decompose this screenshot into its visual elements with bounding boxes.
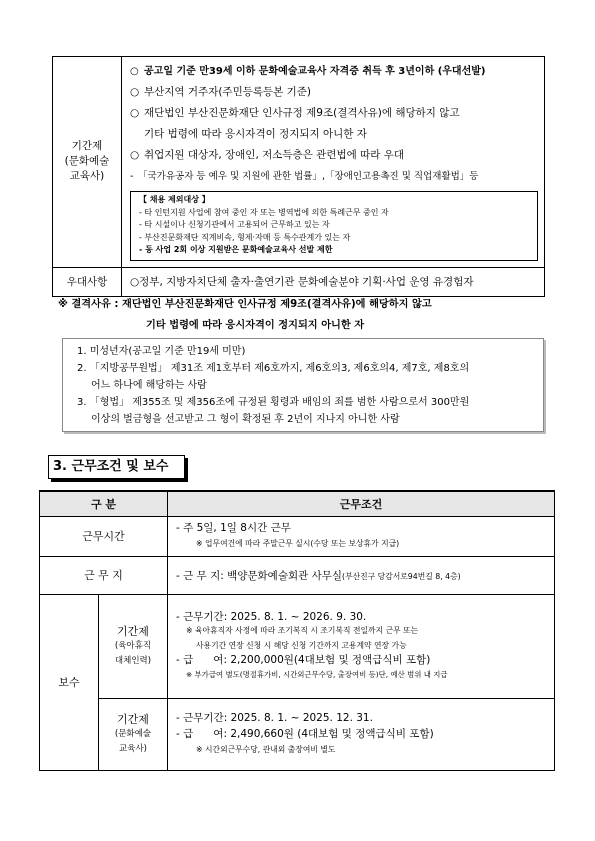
- pay-sub2-label: [99, 698, 168, 770]
- disqualification-item-2-cont: 어느 하나에 해당하는 사람: [91, 380, 207, 391]
- pay-sub1-label: [99, 594, 168, 698]
- hours-label: 근무시간: [40, 516, 168, 556]
- pay-sub1-content: [168, 594, 555, 698]
- qualification-table: [52, 56, 545, 297]
- qualification-content-cell: [122, 57, 545, 268]
- disqualification-item-2: 2. 「지방공무원법」 제31조 제1호부터 제6호까지, 제6호의3, 제6호의4, 제7호, 제8호의: [77, 363, 470, 374]
- work-table-col2-header: 근무조건: [168, 491, 555, 516]
- exclusion-item-2: - 타 시설이나 신청기관에서 고용되어 근무하고 있는 자: [139, 220, 330, 229]
- pay-sub2-salary: - 급 여: 2,490,660원 (4대보험 및 정액급식비 포함): [176, 728, 434, 740]
- disqualification-item-1: 1. 미성년자(공고일 기준 만19세 미만): [77, 346, 246, 357]
- qualification-bullet-3: ○ 재단법인 부산진문화재단 인사규정 제9조(결격사유)에 해당하지 않고: [130, 107, 460, 119]
- disqualification-note-line2: 기타 법령에 따라 응시자격이 정지되지 아니한 자: [146, 320, 365, 331]
- section-3-title: 3. 근무조건 및 보수: [53, 459, 169, 474]
- pay-sub1-label-line2: (육아휴직: [114, 640, 152, 651]
- pay-sub1-label-line3: 대체인력): [114, 655, 152, 666]
- place-address: (부산진구 당감서로94번길 8, 4층): [342, 571, 461, 581]
- preference-header-cell: 우대사항: [53, 267, 122, 296]
- pay-sub1-salary: - 급 여: 2,200,000원(4대보험 및 정액급식비 포함): [176, 654, 431, 667]
- qualification-bullet-1: ○ 공고일 기준 만39세 이하 문화예술교육사 자격증 취득 후 3년이하 (우대선발): [130, 66, 486, 77]
- pay-sub2-period: - 근무기간: 2025. 8. 1. ~ 2025. 12. 31.: [176, 712, 373, 724]
- disqualification-note: [58, 294, 548, 336]
- exclusion-item-1: - 타 인턴지원 사업에 참여 중인 자 또는 병역법에 의한 특례근무 중인 자: [139, 207, 389, 217]
- qualification-bullet-3-cont: 기타 법령에 따라 응시자격이 정지되지 아니한 자: [144, 128, 367, 140]
- disqualification-item-3-cont: 이상의 벌금형을 선고받고 그 형이 확정된 후 2년이 지나지 아니한 사람: [91, 414, 400, 425]
- qualification-bullet-2: ○ 부산지역 거주자(주민등록등본 기준): [130, 86, 312, 98]
- pay-sub1-label-line1: 기간제: [117, 624, 149, 638]
- pay-sub2-label-line3: 교육사): [119, 743, 147, 754]
- pay-sub2-label-line1: 기간제: [117, 712, 149, 726]
- qualification-bullet-list: [130, 61, 538, 187]
- qualification-bullet-4: ○ 취업지원 대상자, 장애인, 저소득층은 관련법에 따라 우대: [130, 149, 404, 161]
- pay-sub2-label-line2: (문화예술: [114, 728, 152, 739]
- pay-sub1-note1: ※ 육아휴직자 사정에 따라 조기복직 시 조기복직 전일까지 근무 또는: [186, 626, 419, 636]
- work-condition-table: [39, 490, 555, 771]
- disqualification-list: [63, 339, 543, 428]
- pay-label: 보수: [40, 594, 99, 770]
- exclusion-item-4: - 동 사업 2회 이상 지원받은 문화예술교육사 선발 제한: [139, 245, 333, 254]
- place-main: - 근 무 지: 백양문화예술회관 사무실: [176, 569, 343, 582]
- qualification-header-cell: [53, 57, 122, 268]
- pay-sub1-note2: 사용기간 연장 신청 시 해당 신청 기간까지 고용계약 연장 가능: [196, 640, 407, 650]
- pay-sub2-content: [168, 698, 555, 770]
- section-3-heading: [48, 455, 185, 479]
- hours-content: [168, 516, 555, 556]
- qualification-header-line1: 기간제: [71, 140, 103, 153]
- pay-sub1-period: - 근무기간: 2025. 8. 1. ~ 2026. 9. 30.: [176, 610, 367, 623]
- disqualification-list-box: [62, 338, 544, 432]
- pay-sub2-note: ※ 시간외근무수당, 관내외 출장여비 별도: [196, 745, 336, 754]
- preference-content-cell: ○정부, 지방자치단체 출자·출연기관 문화예술분야 기획·사업 운영 유경험자: [122, 267, 545, 296]
- hours-note: ※ 업무여건에 따라 주말근무 실시(수당 또는 보상휴가 지급): [196, 539, 400, 548]
- disqualification-note-line1: ※ 결격사유 : 재단법인 부산진문화재단 인사규정 제9조(결격사유)에 해당하지 않고: [58, 299, 432, 310]
- hours-main: - 주 5일, 1일 8시간 근무: [176, 522, 291, 534]
- exclusion-box: [130, 191, 538, 261]
- place-content: [168, 556, 555, 594]
- qualification-header-line2: (문화예술: [64, 155, 110, 168]
- qualification-header-line3: 교육사): [69, 170, 105, 183]
- place-label: 근 무 지: [40, 556, 168, 594]
- exclusion-title: 【 채용 제외대상 】: [139, 195, 210, 204]
- exclusion-item-3: - 부산진문화재단 직계비속, 형제·자매 등 특수관계가 있는 자: [139, 232, 351, 242]
- disqualification-item-3: 3. 「형법」 제355조 및 제356조에 규정된 횡령과 배임의 죄를 범한 사람으로서 300만원: [77, 397, 470, 408]
- pay-sub1-note3: ※ 부가급여 별도(명절휴가비, 시간외근무수당, 출장여비 등)단, 예산 범위 내 지급: [186, 669, 448, 679]
- work-table-col1-header: 구 분: [40, 491, 168, 516]
- qualification-bullet-5: - 「국가유공자 등 예우 및 지원에 관한 법률」,「장애인고용촉진 및 직업재활법」등: [130, 171, 479, 182]
